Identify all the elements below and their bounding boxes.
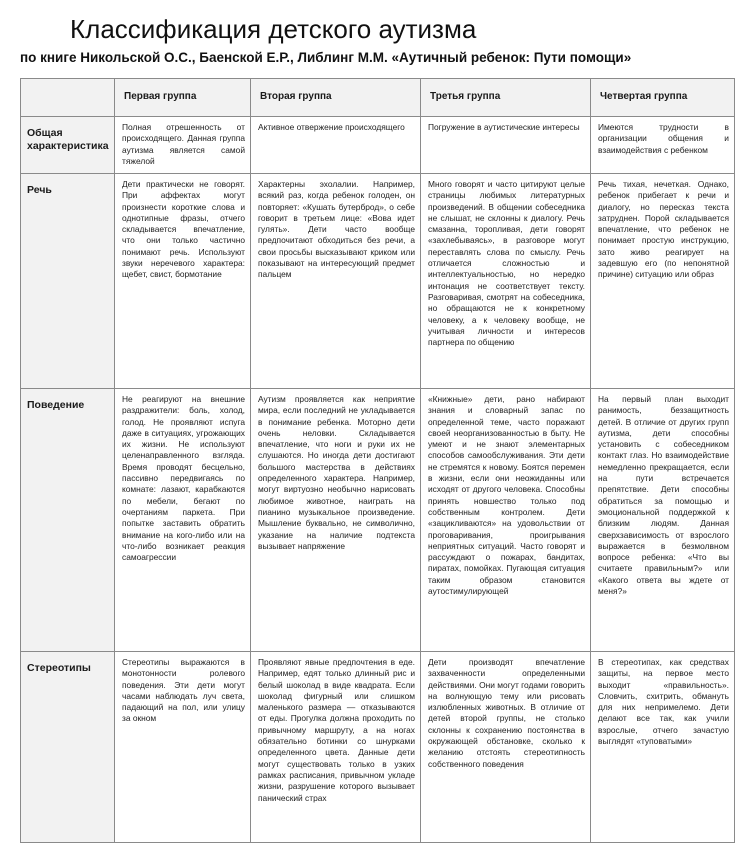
column-header-group-3: Третья группа [421, 79, 591, 117]
cell-speech-group-4: Речь тихая, нечеткая. Однако, ребенок прибегает к речи и диалогу, но пересказ текста затруднен. Порой складывается впечатление, что ребенок не понимает простую инструкцию, зато живо реагирует на задевшую его (по непонятной причине) ситуацию или образ [591, 174, 735, 389]
table-row-behavior [21, 389, 735, 652]
cell-behavior-group-1: Не реагируют на внешние раздражители: боль, холод, голод. Не проявляют испуга даже в ситуациях, угрожающих их жизни. Не используют целенаправленного взгляда. Время проводят бесцельно, пассивно передвигаясь по комнате: лазают, карабкаются по мебели, бегают по очертаниям паркета. При попытке заставить обратить внимание на кого-либо или на что-либо возникает реакция самоагрессии [115, 389, 251, 652]
cell-general-group-1: Полная отрешенность от происходящего. Данная группа аутизма является самой тяжелой [115, 117, 251, 174]
column-header-group-2: Вторая группа [251, 79, 421, 117]
row-header-speech: Речь [21, 174, 115, 389]
cell-speech-group-3: Много говорят и часто цитируют целые страницы любимых литературных произведений. В общении собеседника не слышат, не склонны к диалогу. Речь смазанна, торопливая, дети говорят «захлебываясь», в разговоре могут переставлять слова по смыслу. Речь отличается сложностью и интеллектуальностью, но нередко интонация не соответствует тексту. Разговаривая, смотрят на собеседника, но обращаются не к конкретному человеку, а к человеку вообще, не учитывая личности и интересов партнера по общению [421, 174, 591, 389]
cell-stereotypes-group-2: Проявляют явные предпочтения в еде. Например, едят только длинный рис и белый шоколад в виде квадрата. Если шоколад фигурный или слишком маленького размера — отказываются от еды. Прогулка должна проходить по привычному маршруту, а на ногах обязательно ботинки со шнурками определенного цвета. Данные дети могут существовать только в узких рамках расписания, привычном укладе жизни, разрушение которого вызывает панический страх [251, 652, 421, 843]
page-title: Классификация детского аутизма [70, 14, 477, 44]
row-header-behavior: Поведение [21, 389, 115, 652]
cell-stereotypes-group-3: Дети производят впечатление захваченности определенными действиями. Они могут годами говорить на волнующую тему или рисовать излюбленных животных. В отличие от детей второй группы, не столько склонны к сохранению постоянства в окружающей обстановке, сколько к желанию отстоять стереотипность собственного поведения [421, 652, 591, 843]
cell-behavior-group-4: На первый план выходит ранимость, беззащитность детей. В отличие от других групп аутизма, дети способны установить с собеседником контакт глаз. Но взаимодействие немедленно прекращается, если на пути встречается препятствие. Дети способны обратиться за помощью и эмоциональной поддержкой к близким людям. Данная сверхзависимость от взрослого выражается в безмолвном вопросе ребенка: «Что вы считаете правильным?» или «Какого ответа вы ждете от меня?» [591, 389, 735, 652]
cell-general-group-3: Погружение в аутистические интересы [421, 117, 591, 174]
cell-stereotypes-group-4: В стереотипах, как средствах защиты, на первое место выходит «правильность». Словчить, схитрить, обмануть для них непримелемо. Дети делают все так, как учили взрослые, отчего зачастую выглядят «туповатыми» [591, 652, 735, 843]
table-row-stereotypes [21, 652, 735, 843]
table-corner-cell [21, 79, 115, 117]
page-subtitle: по книге Никольской О.С., Баенской Е.Р., Либлинг М.М. «Аутичный ребенок: Пути помощи» [20, 50, 632, 65]
row-header-general: Общая характеристика [21, 117, 115, 174]
cell-general-group-4: Имеются трудности в организации общения и взаимодействия с ребенком [591, 117, 735, 174]
column-header-group-4: Четвертая группа [591, 79, 735, 117]
table-row-general [21, 117, 735, 174]
cell-behavior-group-3: «Книжные» дети, рано набирают знания и словарный запас по определенной теме, часто поражают своей неорганизованностью в быту. Не умеют и не знают элементарных способов самообслуживания. Эти дети не стремятся к новому. Боятся перемен в жизни, если они неожиданны или исходят от другого человека. Способны принять новшество только под собственным контролем. Дети «зацикливаются» на удовольствии от проговаривания, проигрывания неприятных ситуаций. Часто говорят и рассуждают о пожарах, бандитах, пиратах, помойках. Пугающая ситуация таким образом становится аутостимулирующей [421, 389, 591, 652]
table-row-speech [21, 174, 735, 389]
classification-table [20, 78, 735, 843]
table-header-row [21, 79, 735, 117]
cell-general-group-2: Активное отвержение происходящего [251, 117, 421, 174]
column-header-group-1: Первая группа [115, 79, 251, 117]
cell-speech-group-2: Характерны эхолалии. Например, всякий раз, когда ребенок голоден, он повторяет: «Кушать бутерброд», о себе говорит в третьем лице: «Вова идет гулять». Дети часто вообще предпочитают обходиться без речи, а свои просьбы высказывают криком или показывают на интересующий предмет пальцем [251, 174, 421, 389]
cell-speech-group-1: Дети практически не говорят. При аффектах могут произнести короткие слова и однотипные фразы, отчего складывается впечатление, что они только частично понимают речь. Используют звуки неречевого характера: щебет, свист, бормотание [115, 174, 251, 389]
cell-behavior-group-2: Аутизм проявляется как неприятие мира, если последний не укладывается в понимание ребенка. Моторно дети очень неловки. Складывается впечатление, что ноги и руки их не слушаются. Но иногда дети достигают большого мастерства в действиях определенного характера. Например, могут виртуозно необычно нарисовать любимое животное, наиграть на пианино музыкальное произведение. Мышление буквально, не символично, указание на наличие подтекста вызывает напряжение [251, 389, 421, 652]
cell-stereotypes-group-1: Стереотипы выражаются в монотонности ролевого поведения. Эти дети могут часами наблюдать луч света, падающий на пол, или улицу за окном [115, 652, 251, 843]
row-header-stereotypes: Стереотипы [21, 652, 115, 843]
